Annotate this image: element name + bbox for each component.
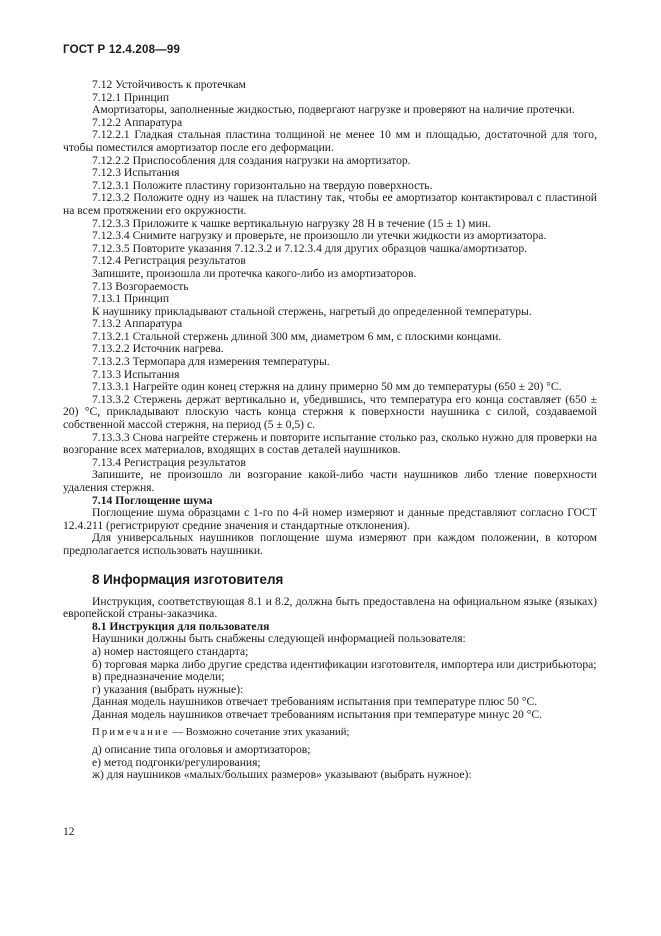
paragraph: Амортизаторы, заполненные жидкостью, подвергают нагрузке и проверяют на наличие протечки.: [92, 103, 575, 117]
paragraph: 7.13.1 Принцип: [92, 292, 170, 306]
paragraph: в) предназначение модели;: [92, 670, 225, 684]
document-header: ГОСТ Р 12.4.208—99: [63, 44, 181, 56]
section-8-intro: Инструкция, соответствующая 8.1 и 8.2, должна быть предоставлена на официальном языке (языках) европейской страны-заказчика.: [63, 594, 597, 621]
paragraph: 7.13 Возгораемость: [92, 279, 189, 293]
paragraph: Наушники должны быть снабжены следующей информацией пользователя:: [92, 632, 466, 646]
paragraph: 7.13.3.2 Стержень держат вертикально и, убедившись, что температура его конца составляет (650 ± 20) °С, прикладывают плоскую часть конца стержня к поверхности наушника с силой, создаваемой собственной массой стержня, на период (5 ± 0,5) с.: [63, 392, 597, 432]
paragraph: Запишите, не произошло ли возгорание какой-либо части наушников либо тление поверхности удаления стержня.: [63, 468, 597, 494]
note-label: Примечание: [92, 726, 170, 738]
paragraph: 7.12.2.2 Приспособления для создания нагрузки на амортизатор.: [92, 153, 411, 167]
paragraph: Данная модель наушников отвечает требованиям испытания при температуре плюс 50 °С.: [92, 695, 538, 709]
note-text: — Возможно сочетание этих указаний;: [169, 726, 350, 738]
paragraph: 7.12.3.3 Приложите к чашке вертикальную нагрузку 28 Н в течение (15 ± 1) мин.: [92, 216, 491, 230]
paragraph-group-section-7-12-7-13: [63, 79, 597, 495]
paragraph: 7.12.1 Принцип: [92, 90, 170, 104]
paragraph: 7.13.2 Аппаратура: [92, 317, 183, 331]
section-heading-8: 8 Информация изготовителя: [92, 571, 284, 587]
paragraph: 7.13.2.3 Термопара для измерения температуры.: [92, 355, 330, 369]
paragraph: г) указания (выбрать нужные):: [92, 682, 244, 696]
paragraph: 7.13.4 Регистрация результатов: [92, 455, 246, 469]
paragraph: а) номер настоящего стандарта;: [92, 644, 249, 658]
paragraph: 7.12.3.5 Повторите указания 7.12.3.2 и 7.12.3.4 для других образцов чашка/амортизатор.: [92, 241, 528, 255]
paragraph: Данная модель наушников отвечает требованиям испытания при температуре минус 20 °С.: [92, 707, 542, 721]
paragraph: 7.13.3.1 Нагрейте один конец стержня на длину примерно 50 мм до температуры (650 ± 20) °С.: [92, 380, 562, 394]
paragraph-group-section-8-1-continued: [63, 744, 597, 782]
paragraph: 7.13.3.3 Снова нагрейте стержень и повторите испытание столько раз, сколько нужно для проверки на возгорание всех материалов, входящих в состав деталей наушников.: [63, 430, 597, 457]
paragraph: е) метод подгонки/регулирования;: [92, 755, 261, 769]
paragraph: 7.12.3.2 Положите одну из чашек на пластину так, чтобы ее амортизатор контактировал с пластиной на всем протяжении его окружности.: [63, 191, 597, 217]
paragraph: 7.12.3.4 Снимите нагрузку и проверьте, не произошло ли утечки жидкости из амортизатора.: [92, 229, 547, 243]
paragraph: 7.13.3 Испытания: [92, 367, 180, 381]
paragraph: б) торговая марка либо другие средства идентификации изготовителя, импортера или дистрибьютора;: [92, 657, 597, 671]
paragraph: 7.12.2.1 Гладкая стальная пластина толщиной не менее 10 мм и площадью, достаточной для того, чтобы поместился амортизатор после его деформации.: [63, 128, 597, 154]
paragraph: 7.12.3.1 Положите пластину горизонтально на твердую поверхность.: [92, 178, 433, 192]
subsection-heading-8-1: 8.1 Инструкция для пользователя: [92, 619, 270, 633]
paragraph-group-section-8-1: [63, 633, 597, 721]
paragraph: 7.13.2.1 Стальной стержень длиной 300 мм, диаметром 6 мм, с плоскими концами.: [92, 329, 502, 343]
page-number: 12: [63, 825, 75, 838]
note-paragraph: [63, 727, 597, 740]
paragraph: 7.12.3 Испытания: [92, 166, 180, 180]
paragraph: 7.12 Устойчивость к протечкам: [92, 78, 246, 91]
document-body: [63, 79, 597, 782]
subsection-heading-7-14: 7.14 Поглощение шума: [92, 493, 213, 507]
paragraph: К наушнику прикладывают стальной стержень, нагретый до определенной температуры.: [92, 304, 532, 318]
paragraph: 7.12.2 Аппаратура: [92, 115, 183, 129]
paragraph: 7.12.4 Регистрация результатов: [92, 254, 246, 268]
paragraph: ж) для наушников «малых/больших размеров» указывают (выбрать нужное):: [92, 768, 472, 782]
paragraph-group-section-7-14: [63, 507, 597, 557]
paragraph: 7.13.2.2 Источник нагрева.: [92, 342, 224, 356]
paragraph: Запишите, произошла ли протечка какого-либо из амортизаторов.: [92, 266, 417, 280]
paragraph: Для универсальных наушников поглощение шума измеряют при каждом положении, в котором предполагается использовать наушники.: [63, 531, 597, 557]
paragraph: Поглощение шума образцами с 1-го по 4-й номер измеряют и данные представляют согласно ГОСТ 12.4.211 (регистрируют средние значения и стандартные отклонения).: [63, 506, 597, 532]
paragraph: д) описание типа оголовья и амортизаторов;: [92, 743, 311, 757]
